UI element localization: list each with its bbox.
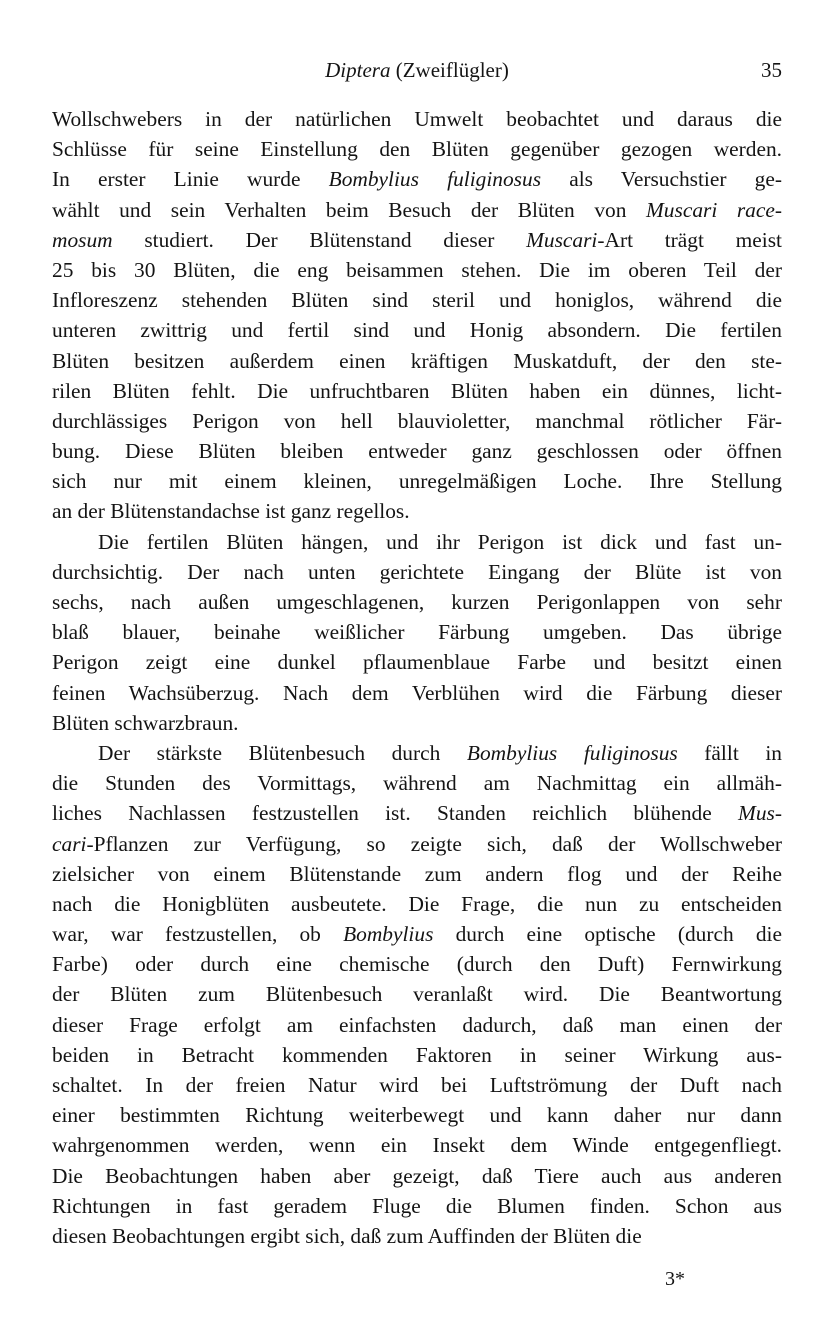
text-run: Perigon zeigt eine dunkel pflaumenblaue Farbe und besitzt einen xyxy=(52,650,782,675)
italic-species-name: Bombylius fuliginosus xyxy=(466,740,678,765)
signature-mark: 3* xyxy=(665,1268,685,1290)
text-line xyxy=(52,436,782,466)
text-run: -Art trägt meist xyxy=(597,227,782,252)
text-line xyxy=(52,678,782,708)
text-line xyxy=(52,1040,782,1070)
page-number: 35 xyxy=(761,58,782,82)
text-line xyxy=(52,587,782,617)
text-line xyxy=(52,225,782,255)
text-run: Farbe) oder durch eine chemische (durch den Duft) Fernwirkung xyxy=(52,952,782,977)
italic-species-name: Mus- xyxy=(738,801,782,826)
text-run: zielsicher von einem Blütenstande zum andern flog und der Reihe xyxy=(52,861,782,886)
text-line xyxy=(52,647,782,677)
text-line xyxy=(52,466,782,496)
text-run: sich nur mit einem kleinen, unregelmäßigen Loche. Ihre Stellung xyxy=(52,469,782,494)
italic-species-name: cari xyxy=(52,831,87,856)
text-run: an der Blütenstandachse ist ganz regellos. xyxy=(52,499,410,524)
text-line xyxy=(52,738,782,768)
text-run: als Versuchstier ge- xyxy=(541,167,782,192)
text-line xyxy=(52,1070,782,1100)
text-line xyxy=(52,1100,782,1130)
text-line xyxy=(52,376,782,406)
text-run: Die Beobachtungen haben aber gezeigt, daß Tiere auch aus anderen xyxy=(52,1163,782,1188)
text-run: -Pflanzen zur Verfügung, so zeigte sich, daß der Wollschweber xyxy=(86,831,782,856)
italic-species-name: Muscari xyxy=(526,227,598,252)
running-title xyxy=(52,58,782,83)
text-run: einer bestimmten Richtung weiterbewegt und kann daher nur dann xyxy=(52,1103,782,1128)
text-run: Infloreszenz stehenden Blüten sind steril und honiglos, während die xyxy=(52,288,782,313)
text-line xyxy=(52,496,782,526)
text-run: blaß blauer, beinahe weißlicher Färbung umgeben. Das übrige xyxy=(52,620,782,645)
text-line xyxy=(52,104,782,134)
text-line xyxy=(52,617,782,647)
text-run: unteren zwittrig und fertil sind und Honig absondern. Die fertilen xyxy=(52,318,782,343)
text-line xyxy=(52,255,782,285)
text-line xyxy=(52,919,782,949)
text-run: fällt in xyxy=(677,740,782,765)
text-line xyxy=(52,1221,782,1251)
text-line xyxy=(52,889,782,919)
text-run: Schlüsse für seine Einstellung den Blüten gegenüber gezogen werden. xyxy=(52,137,782,162)
running-title-common-name: (Zweiflügler) xyxy=(390,58,509,82)
text-run: 25 bis 30 Blüten, die eng beisammen stehen. Die im oberen Teil der xyxy=(52,257,782,282)
text-run: liches Nachlassen festzustellen ist. Standen reichlich blühende xyxy=(52,801,739,826)
text-line xyxy=(52,527,782,557)
text-run: In erster Linie wurde xyxy=(52,167,329,192)
text-line xyxy=(52,1010,782,1040)
text-run: feinen Wachsüberzug. Nach dem Verblühen wird die Färbung dieser xyxy=(52,680,782,705)
text-run: schaltet. In der freien Natur wird bei Luftströmung der Duft nach xyxy=(52,1073,782,1097)
text-run: Der stärkste Blütenbesuch durch xyxy=(98,740,467,765)
text-run: Blüten besitzen außerdem einen kräftigen Muskatduft, der den ste- xyxy=(52,348,782,373)
italic-species-name: Muscari race- xyxy=(645,197,782,222)
text-run: Die fertilen Blüten hängen, und ihr Perigon ist dick und fast un- xyxy=(98,529,782,554)
text-line xyxy=(52,315,782,345)
text-run: durchsichtig. Der nach unten gerichtete Eingang der Blüte ist von xyxy=(52,559,782,584)
text-line xyxy=(52,979,782,1009)
text-line xyxy=(52,768,782,798)
text-line xyxy=(52,134,782,164)
text-run: Blüten schwarzbraun. xyxy=(52,710,239,735)
italic-species-name: Bombylius xyxy=(343,922,434,947)
italic-species-name: Bombylius fuliginosus xyxy=(328,167,542,192)
text-run: diesen Beobachtungen ergibt sich, daß zum Auffinden der Blüten die xyxy=(52,1223,642,1248)
text-line xyxy=(52,164,782,194)
text-line xyxy=(52,1191,782,1221)
text-run: die Stunden des Vormittags, während am Nachmittag ein allmäh- xyxy=(52,771,782,796)
text-run: studiert. Der Blütenstand dieser xyxy=(112,227,527,252)
text-run: Wollschwebers in der natürlichen Umwelt beobachtet und daraus die xyxy=(52,107,782,131)
text-run: rilen Blüten fehlt. Die unfruchtbaren Blüten haben ein dünnes, licht- xyxy=(52,378,782,403)
text-run: bung. Diese Blüten bleiben entweder ganz geschlossen oder öffnen xyxy=(52,439,782,464)
text-run: durchlässiges Perigon von hell blauvioletter, manchmal rötlicher Fär- xyxy=(52,408,782,433)
text-line xyxy=(52,859,782,889)
text-run: wählt und sein Verhalten beim Besuch der Blüten von xyxy=(52,197,646,222)
text-line xyxy=(52,829,782,859)
text-line xyxy=(52,708,782,738)
text-line xyxy=(52,557,782,587)
text-line xyxy=(52,1130,782,1160)
text-run: beiden in Betracht kommenden Faktoren in seiner Wirkung aus- xyxy=(52,1042,782,1067)
body-text xyxy=(52,104,782,1251)
text-line xyxy=(52,949,782,979)
text-line xyxy=(52,798,782,828)
running-title-taxon: Diptera xyxy=(325,58,391,82)
text-run: nach die Honigblüten ausbeutete. Die Frage, die nun zu entscheiden xyxy=(52,891,782,916)
text-run: Richtungen in fast geradem Fluge die Blumen finden. Schon aus xyxy=(52,1193,782,1218)
text-line xyxy=(52,406,782,436)
text-run: wahrgenommen werden, wenn ein Insekt dem Winde entgegenfliegt. xyxy=(52,1133,782,1158)
italic-species-name: mosum xyxy=(52,227,113,252)
text-run: dieser Frage erfolgt am einfachsten dadurch, daß man einen der xyxy=(52,1012,782,1037)
text-line xyxy=(52,346,782,376)
text-run: sechs, nach außen umgeschlagenen, kurzen Perigonlappen von sehr xyxy=(52,590,782,614)
text-run: war, war festzustellen, ob xyxy=(52,922,344,947)
text-line xyxy=(52,195,782,225)
text-line xyxy=(52,285,782,315)
running-header xyxy=(52,58,782,88)
text-line xyxy=(52,1161,782,1191)
text-run: durch eine optische (durch die xyxy=(433,922,782,947)
text-run: der Blüten zum Blütenbesuch veranlaßt wird. Die Beantwortung xyxy=(52,982,782,1007)
